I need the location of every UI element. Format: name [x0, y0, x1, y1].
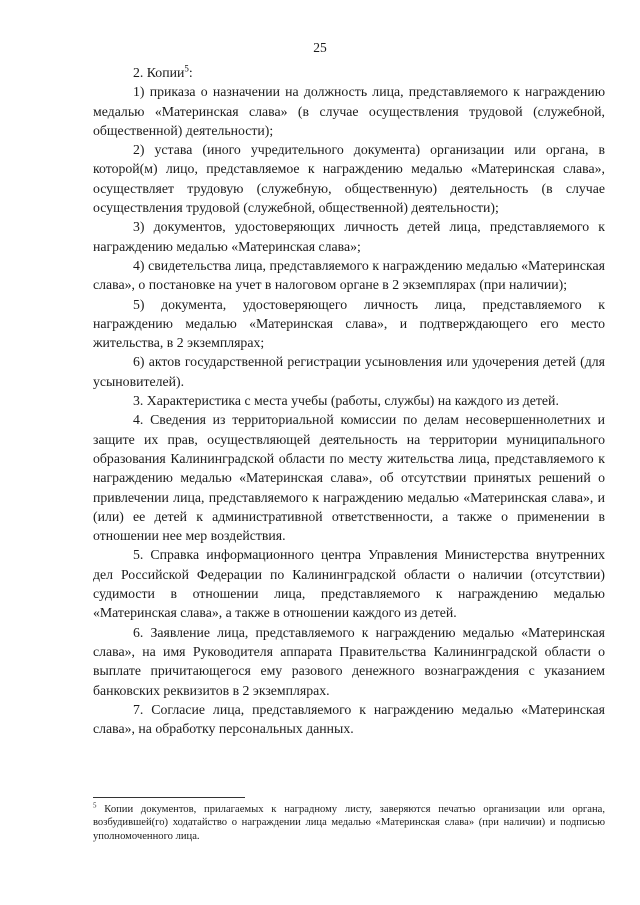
item-7-consent: 7. Согласие лица, представляемого к награждению медалью «Материнская слава», на обработку персональных данных. — [93, 701, 605, 737]
item-4-commission-info: 4. Сведения из территориальной комиссии по делам несовершеннолетних и защите их прав, осуществляющей деятельность на территории муниципального образования Калининградской области по месту жительства лица, представляемого к награждению медалью «Материнская слава», об отсутствии принятых решений о привлечении лица, представляемого к награждению медалью «Материнская слава», и (или) ее детей к административной ответственности, а также о применении в отношении нее мер воздействия. — [93, 412, 605, 544]
list-item-children-ids: 3) документов, удостоверяющих личность детей лица, представляемого к награждению медалью «Материнская слава»; — [93, 219, 605, 254]
document-body — [93, 63, 605, 738]
footnote-mark: 5 — [93, 801, 97, 810]
list-item-charter: 2) устава (иного учредительного документа) организации или органа, в которой(м) лицо, представляемое к награждению медалью «Материнская слава», осуществляет трудовую (служебную, общественную) деятельность (в случае осуществления трудовой (служебной, общественной) деятельности); — [93, 142, 605, 216]
footnote-divider — [93, 797, 245, 798]
item-3-characteristic: 3. Характеристика с места учебы (работы, службы) на каждого из детей. — [133, 393, 559, 409]
list-item-identity-document: 5) документа, удостоверяющего личность лица, представляемого к награждению медалью «Материнская слава», и подтверждающего его место жительства, в 2 экземплярах; — [93, 296, 605, 351]
page-number: 25 — [313, 40, 327, 55]
section-heading — [93, 63, 605, 82]
item-6-application: 6. Заявление лица, представляемого к награждению медалью «Материнская слава», на имя Руководителя аппарата Правительства Калининградской области о выплате причитающегося ему разового денежного вознаграждения с указанием банковских реквизитов в 2 экземплярах. — [93, 624, 605, 698]
list-item-orders: 1) приказа о назначении на должность лица, представляемого к награждению медалью «Материнская слава» (в случае осуществления трудовой (служебной, общественной) деятельности); — [93, 84, 605, 138]
item-5-criminal-record: 5. Справка информационного центра Управления Министерства внутренних дел Российской Федерации по Калининградской области о наличии (отсутствии) судимости в отношении лица, представляемого к награждению медалью «Материнская слава», а также в отношении каждого из детей. — [93, 547, 605, 621]
section-heading-suffix: : — [188, 65, 193, 80]
section-heading-text: 2. Копии — [133, 65, 185, 80]
footnote-text: Копии документов, прилагаемых к наградному листу, заверяются печатью организации или органа, возбудившей(го) ходатайство о награждении лица медалью «Материнская слава» (при наличии) и подписью уполномоченного лица. — [93, 804, 605, 842]
list-item-adoption-acts: 6) актов государственной регистрации усыновления или удочерения детей (для усыновителей). — [93, 354, 605, 389]
footnote-reference[interactable]: 5 — [184, 63, 189, 74]
footnote — [93, 803, 605, 843]
list-item-tax-certificate: 4) свидетельства лица, представляемого к награждению медалью «Материнская слава», о постановке на учет в налоговом органе в 2 экземплярах (при наличии); — [93, 257, 605, 293]
